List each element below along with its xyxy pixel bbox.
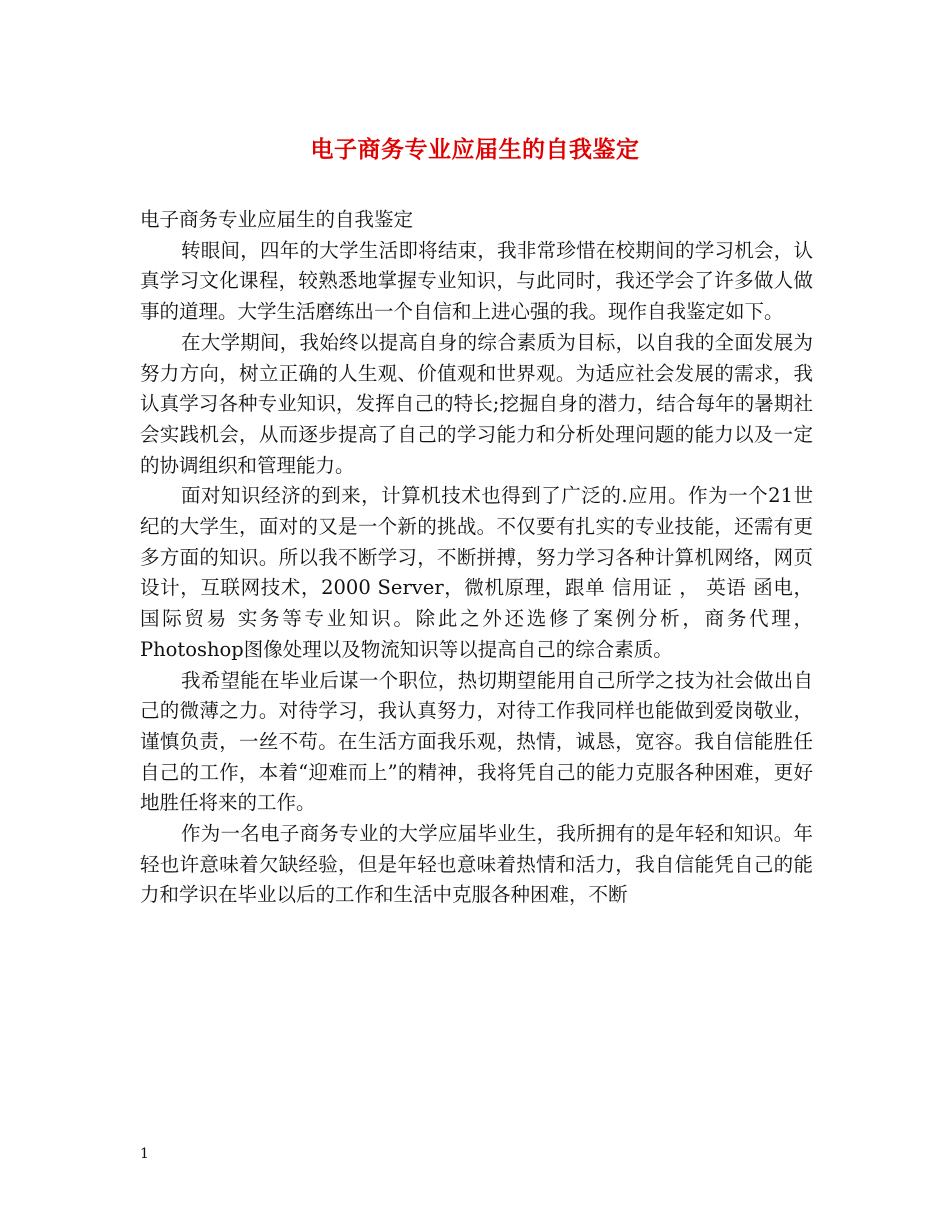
paragraph-2: 在大学期间，我始终以提高自身的综合素质为目标，以自我的全面发展为努力方向，树立正确的人生观、价值观和世界观。为适应社会发展的需求，我认真学习各种专业知识，发挥自己的特长;挖掘自身的潜力，结合每年的暑期社会实践机会，从而逐步提高了自己的学习能力和分析处理问题的能力以及一定的协调组织和管理能力。 [140, 330, 813, 477]
paragraph-5: 作为一名电子商务专业的大学应届毕业生，我所拥有的是年轻和知识。年轻也许意味着欠缺经验，但是年轻也意味着热情和活力，我自信能凭自己的能力和学识在毕业以后的工作和生活中克服各种困难，不断 [140, 822, 813, 907]
document-title: 电子商务专业应届生的自我鉴定 [310, 136, 640, 163]
document-subtitle: 电子商务专业应届生的自我鉴定 [140, 208, 414, 231]
paragraph-3: 面对知识经济的到来，计算机技术也得到了广泛的.应用。作为一个21世纪的大学生，面对的又是一个新的挑战。不仅要有扎实的专业技能，还需有更多方面的知识。所以我不断学习，不断拼搏，努力学习各种计算机网络，网页设计，互联网技术，2000 Server，微机原理，跟单 信用证 ， 英语 函电， 国际贸易 实务等专业知识。除此之外还选修了案例分析，商务代理，Photoshop图像处理以及物流知识等以提高自己的综合素质。 [140, 484, 813, 661]
page-number: 1 [140, 1146, 149, 1162]
document-body [140, 205, 813, 911]
paragraph-1: 转眼间，四年的大学生活即将结束，我非常珍惜在校期间的学习机会，认真学习文化课程，较熟悉地掌握专业知识，与此同时，我还学会了许多做人做事的道理。大学生活磨练出一个自信和上进心强的我。现作自我鉴定如下。 [140, 238, 813, 324]
paragraph-4: 我希望能在毕业后谋一个职位，热切期望能用自己所学之技为社会做出自己的微薄之力。对待学习，我认真努力，对待工作我同样也能做到爱岗敬业，谨慎负责，一丝不苟。在生活方面我乐观，热情，诚恳，宽容。我自信能胜任自己的工作，本着“迎难而上”的精神，我将凭自己的能力克服各种困难，更好地胜任将来的工作。 [140, 668, 813, 815]
